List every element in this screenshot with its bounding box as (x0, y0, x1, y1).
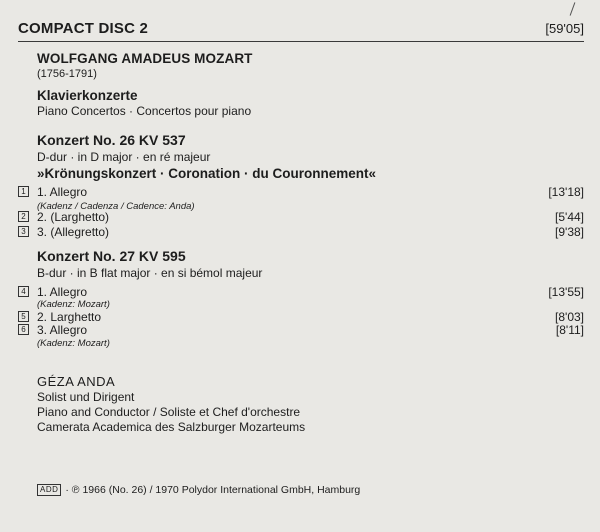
copyright-text: · ℗ 1966 (No. 26) / 1970 Polydor International GmbH, Hamburg (65, 484, 361, 496)
orchestra-name: Camerata Academica des Salzburger Mozarteums (37, 420, 306, 434)
disc-duration: [59'05] (545, 21, 584, 36)
track-time: [8'03] (555, 310, 584, 324)
disc-header (18, 20, 584, 42)
track-row[interactable] (18, 225, 584, 239)
track-row[interactable] (18, 210, 584, 224)
track-number-box: 4 (18, 286, 29, 297)
track-number-box: 6 (18, 324, 29, 335)
track-number-box: 3 (18, 226, 29, 237)
disc-title: COMPACT DISC 2 (18, 20, 149, 37)
track-row[interactable] (18, 285, 584, 299)
concerto-key: B-dur · in B flat major · en si bémol majeur (37, 266, 263, 280)
track-title: 3. Allegro (37, 323, 88, 337)
sparscode-badge: ADD (37, 484, 61, 496)
track-time: [9'38] (555, 225, 584, 239)
track-title: 2. Larghetto (37, 310, 102, 324)
artist-role-en-fr: Piano and Conductor / Soliste et Chef d'orchestre (37, 405, 301, 419)
header-rule (18, 41, 584, 42)
track-time: [5'44] (555, 210, 584, 224)
track-time: [13'55] (548, 285, 584, 299)
track-number-box: 1 (18, 186, 29, 197)
copyright-footer (37, 484, 360, 496)
work-title: Klavierkonzerte (37, 88, 138, 103)
track-cadenza: (Kadenz: Mozart) (37, 299, 110, 310)
artist-role-de: Solist und Dirigent (37, 390, 135, 404)
artist-name: GÉZA ANDA (37, 374, 116, 389)
track-row[interactable] (18, 310, 584, 324)
corner-mark (570, 2, 576, 15)
composer-name: WOLFGANG AMADEUS MOZART (37, 51, 253, 66)
work-subtitle: Piano Concertos · Concertos pour piano (37, 104, 252, 118)
track-number-box: 2 (18, 211, 29, 222)
concerto-nickname: »Krönungskonzert · Coronation · du Couronnement« (37, 166, 376, 181)
concerto-key: D-dur · in D major · en ré majeur (37, 150, 211, 164)
track-title: 2. (Larghetto) (37, 210, 110, 224)
track-title: 3. (Allegretto) (37, 225, 110, 239)
track-row[interactable] (18, 323, 584, 337)
track-time: [13'18] (548, 185, 584, 199)
track-time: [8'11] (555, 323, 584, 337)
concerto-title: Konzert No. 26 KV 537 (37, 132, 186, 148)
track-row[interactable] (18, 185, 584, 199)
track-cadenza: (Kadenz: Mozart) (37, 338, 110, 349)
track-number-box: 5 (18, 311, 29, 322)
concerto-title: Konzert No. 27 KV 595 (37, 248, 186, 264)
track-cadenza: (Kadenz / Cadenza / Cadence: Anda) (37, 201, 195, 212)
composer-dates: (1756-1791) (37, 68, 97, 80)
track-title: 1. Allegro (37, 285, 88, 299)
track-title: 1. Allegro (37, 185, 88, 199)
